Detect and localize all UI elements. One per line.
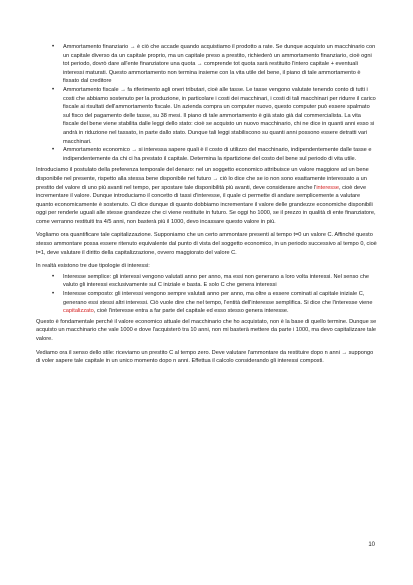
final-paragraph: Vediamo ora il senso dello stile: riceviamo un prestito C al tempo zero. Deve valutare l'ammontare da restituire dopo n anni → suppongo di voler sapere tale capitale in un unico momento dopo n anni. Effettua il calcolo considerando gli interessi composti.: [36, 349, 374, 365]
highlighted-term: interesse: [316, 184, 340, 191]
fundamental-paragraph: Questo è fondamentale perché il valore economico attuale del macchinario che ho acquistato, non è la base di quello termine. Dunque se acquisto un macchinario che vale 1000 e dove l'acquisterò tra 10 anni, non mi basterà mettere da parte i 1000, ma devo capitalizzare tale valore.: [36, 318, 377, 342]
page-number: 10: [368, 542, 375, 548]
interest-types-list: [36, 273, 377, 316]
list-item: • Interesse composto: gli interessi vengono sempre valutati anno per anno, ma oltre a essere cominati al capitale iniziale C, generano essi stessi altri interessi. Ciò vuole dire che nel tempo, l'entità dell'interesse semplifica. Si dice che l'interesse viene capitalizzato, cioè l'interesse entra a far parte del capitale ed esso stesso genera interesse.: [36, 290, 377, 316]
types-intro: In realtà esistono tre due tipologie di interessi:: [36, 263, 150, 270]
amortization-types-list: [36, 43, 377, 163]
list-item: • Ammortamento finanziario → è ciò che accade quando acquistiamo il prodotto a rate. Se dunque acquisto un macchinario con un capitale diverso da un capitale proprio, ma un capitale preso a prestito, richiederò un ammortamento finanziario, cioè ogni tot periodo, dovrò dare all'ente finanziatore una quota → comprende tot quota sarà restituito l'intero capitale + eventuali interessi maturati. Questo ammortamento non termina insieme con la vita utile del bene, il piano di tale ammortamento è fissato dal creditore: [36, 43, 377, 86]
intro-paragraph: Introduciamo il postulato della preferenza temporale del denaro: nel un soggetto economico attribuisce un valore maggiore ad un bene disponibile nel presente, rispetto alla stessa bene disponibile nel futuro → ciò lo dice che se io non sono esattamente interessato a un prestito del valore di uno più avanti nel tempo, per spostare tale disponibilità più avanti, deve considerare anche l'interesse, cioè deve incrementare il valore. Dunque introduciamo il concetto di tassi d'interesse, il quale ci permette di andare semplicemente a valutare quanto economicamente è sostenuto. Ci dice dunque di quanto dobbiamo incrementare il valore delle grandezze economiche disponibili oggi per renderle uguali alle stesse grandezze che ci viene restituite in futuro. Se oggi ho 1000, se il prezzo in qualità di ente finanziatore, come verranno restituiti tra 4/5 anni, non basterà più il 1000, devo incassare questo valore in più.: [36, 167, 376, 225]
value-paragraph: Vogliamo ora quantificare tale capitalizzazione. Supponiamo che un certo ammontare presenti al tempo t=0 un valore C. Affinché questo stesso ammontare possa essere ritenuto equivalente dal punto di vista del soggetto economico, in un periodo successivo al tempo 0, cioè t=1, deve valutare il diritto della capitalizzazione, ovvero maggiorato del valore C.: [36, 232, 377, 256]
highlighted-term: capitalizzato: [63, 308, 94, 315]
list-item: • Ammortamento economico → si interessa sapere quali è il costo di utilizzo del macchinario, indipendentemente dalle tasse e indipendentemente da chi ci ha prestato il capitale. Determina la ripartizione del costo del bene sul periodo di vita utile.: [36, 146, 377, 163]
list-item: • Interesse semplice: gli interessi vengono valutati anno per anno, ma essi non generano a loro volta interessi. Nel senso che valuto gli interessi esclusivamente sul C iniziale e basta. E solo C che genera interessi: [36, 273, 377, 290]
list-item: • Ammortamento fiscale → fa riferimento agli oneri tributari, cioè alle tasse. Le tasse vengono valutate tenendo conto di tutti i costi che abbiamo sostenuto per la produzione, in particolare i costi dei macchinari, i costi di tali macchinari per ridurre il carico fiscale ai risultati dell'ammortamento fiscale. Un azienda compra un computer nuovo, questo computer può essere spalmato sul fisco del pagamento delle tasse, su 38 mesi. Il piano di tale ammortamento è già stato già dal commercialista. La vita fiscale del bene viene stabilita dalle leggi dello stato: cioè se acquisto un nuovo macchinario, chi ne dice in quanti anni esso si andrà in riduzione nel tassato, in parte dallo stato. Dunque tali leggi stabiliscono su quanti anni possono essere detratti vari macchinari.: [36, 86, 377, 146]
